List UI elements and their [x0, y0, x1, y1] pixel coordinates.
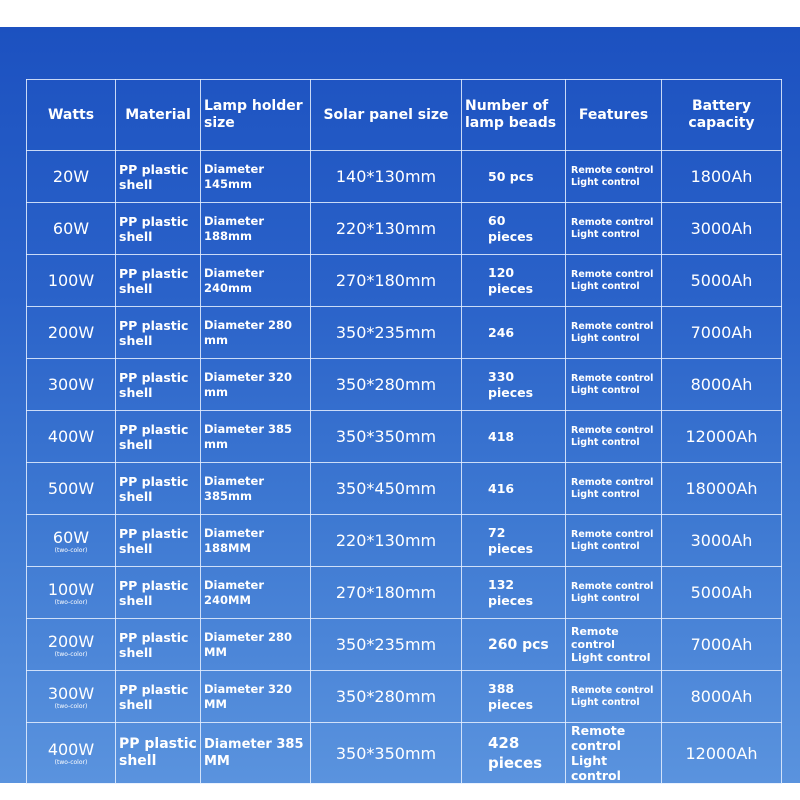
two-color-note: (two-color) [54, 598, 88, 606]
header-beads: Number of lamp beads [462, 80, 566, 151]
holder-cell: Diameter 188MM [201, 515, 311, 567]
battery-cell: 18000Ah [662, 463, 782, 515]
header-watts: Watts [27, 80, 116, 151]
spec-panel [0, 27, 800, 783]
watts-cell [27, 723, 116, 784]
features-cell: Remote control Light control [566, 255, 662, 307]
features-cell: Remote control Light control [566, 359, 662, 411]
watts-value: 300W [47, 683, 95, 703]
table-row [27, 515, 782, 567]
watts-cell [27, 619, 116, 671]
table-row [27, 411, 782, 463]
watts-value: 60W [52, 527, 90, 547]
material-cell: PP plastic shell [116, 307, 201, 359]
holder-cell: Diameter 320 mm [201, 359, 311, 411]
features-cell: Remote control Light control [566, 671, 662, 723]
beads-cell: 418 [462, 411, 566, 463]
two-color-note: (two-color) [54, 702, 88, 710]
spec-table [26, 79, 782, 784]
watts-cell [27, 203, 116, 255]
beads-cell: 416 [462, 463, 566, 515]
panel-cell: 350*280mm [311, 359, 462, 411]
battery-cell: 5000Ah [662, 255, 782, 307]
watts-cell [27, 307, 116, 359]
holder-cell: Diameter 188mm [201, 203, 311, 255]
beads-cell: 120 pieces [462, 255, 566, 307]
watts-value: 200W [47, 631, 95, 651]
holder-cell: Diameter 385mm [201, 463, 311, 515]
table-row [27, 151, 782, 203]
watts-cell [27, 567, 116, 619]
table-row [27, 307, 782, 359]
watts-value: 100W [47, 579, 95, 599]
features-cell: Remote control Light control [566, 723, 662, 784]
watts-value: 100W [47, 271, 95, 290]
material-cell: PP plastic shell [116, 619, 201, 671]
table-row [27, 671, 782, 723]
panel-cell: 350*350mm [311, 411, 462, 463]
beads-cell: 260 pcs [462, 619, 566, 671]
header-row [27, 80, 782, 151]
battery-cell: 8000Ah [662, 359, 782, 411]
material-cell: PP plastic shell [116, 515, 201, 567]
table-row [27, 255, 782, 307]
features-cell: Remote control Light control [566, 463, 662, 515]
watts-value: 300W [47, 375, 95, 394]
panel-cell: 350*350mm [311, 723, 462, 784]
beads-cell: 330 pieces [462, 359, 566, 411]
panel-cell: 140*130mm [311, 151, 462, 203]
panel-cell: 270*180mm [311, 255, 462, 307]
table-row [27, 619, 782, 671]
table-row [27, 203, 782, 255]
beads-cell: 60 pieces [462, 203, 566, 255]
battery-cell: 7000Ah [662, 619, 782, 671]
header-material: Material [116, 80, 201, 151]
battery-cell: 12000Ah [662, 723, 782, 784]
features-cell: Remote control Light control [566, 203, 662, 255]
material-cell: PP plastic shell [116, 359, 201, 411]
watts-cell [27, 671, 116, 723]
battery-cell: 8000Ah [662, 671, 782, 723]
holder-cell: Diameter 385 mm [201, 411, 311, 463]
material-cell: PP plastic shell [116, 671, 201, 723]
features-cell: Remote control Light control [566, 151, 662, 203]
holder-cell: Diameter 240mm [201, 255, 311, 307]
features-cell: Remote control Light control [566, 515, 662, 567]
holder-cell: Diameter 240MM [201, 567, 311, 619]
watts-value: 500W [47, 479, 95, 498]
material-cell: PP plastic shell [116, 463, 201, 515]
battery-cell: 3000Ah [662, 515, 782, 567]
beads-cell: 246 [462, 307, 566, 359]
header-battery: Battery capacity [662, 80, 782, 151]
material-cell: PP plastic shell [116, 567, 201, 619]
watts-value: 400W [47, 740, 95, 759]
watts-cell [27, 359, 116, 411]
features-cell: Remote control Light control [566, 567, 662, 619]
holder-cell: Diameter 385 MM [201, 723, 311, 784]
panel-cell: 350*450mm [311, 463, 462, 515]
panel-cell: 350*235mm [311, 619, 462, 671]
beads-cell: 50 pcs [462, 151, 566, 203]
holder-cell: Diameter 320 MM [201, 671, 311, 723]
panel-cell: 350*235mm [311, 307, 462, 359]
two-color-note: (two-color) [54, 650, 88, 658]
holder-cell: Diameter 280 MM [201, 619, 311, 671]
battery-cell: 5000Ah [662, 567, 782, 619]
material-cell: PP plastic shell [116, 203, 201, 255]
table-row [27, 463, 782, 515]
beads-cell: 388 pieces [462, 671, 566, 723]
panel-cell: 220*130mm [311, 515, 462, 567]
watts-cell [27, 255, 116, 307]
material-cell: PP plastic shell [116, 723, 201, 784]
table-row [27, 359, 782, 411]
watts-value: 400W [47, 427, 95, 446]
table-row [27, 723, 782, 784]
beads-cell: 72 pieces [462, 515, 566, 567]
material-cell: PP plastic shell [116, 255, 201, 307]
features-cell: Remote control Light control [566, 307, 662, 359]
panel-cell: 350*280mm [311, 671, 462, 723]
battery-cell: 7000Ah [662, 307, 782, 359]
watts-value: 20W [52, 167, 90, 186]
beads-cell: 132 pieces [462, 567, 566, 619]
battery-cell: 3000Ah [662, 203, 782, 255]
material-cell: PP plastic shell [116, 411, 201, 463]
header-lamp-holder: Lamp holder size [201, 80, 311, 151]
two-color-note: (two-color) [54, 759, 88, 766]
panel-cell: 270*180mm [311, 567, 462, 619]
watts-value: 60W [52, 219, 90, 238]
header-features: Features [566, 80, 662, 151]
features-cell: Remote control Light control [566, 411, 662, 463]
table-row [27, 567, 782, 619]
battery-cell: 12000Ah [662, 411, 782, 463]
features-cell: Remote control Light control [566, 619, 662, 671]
holder-cell: Diameter 145mm [201, 151, 311, 203]
panel-cell: 220*130mm [311, 203, 462, 255]
battery-cell: 1800Ah [662, 151, 782, 203]
header-solar-panel: Solar panel size [311, 80, 462, 151]
watts-cell [27, 151, 116, 203]
watts-cell [27, 411, 116, 463]
holder-cell: Diameter 280 mm [201, 307, 311, 359]
material-cell: PP plastic shell [116, 151, 201, 203]
two-color-note: (two-color) [54, 546, 88, 554]
watts-cell [27, 463, 116, 515]
beads-cell: 428 pieces [462, 723, 566, 784]
watts-value: 200W [47, 323, 95, 342]
watts-cell [27, 515, 116, 567]
